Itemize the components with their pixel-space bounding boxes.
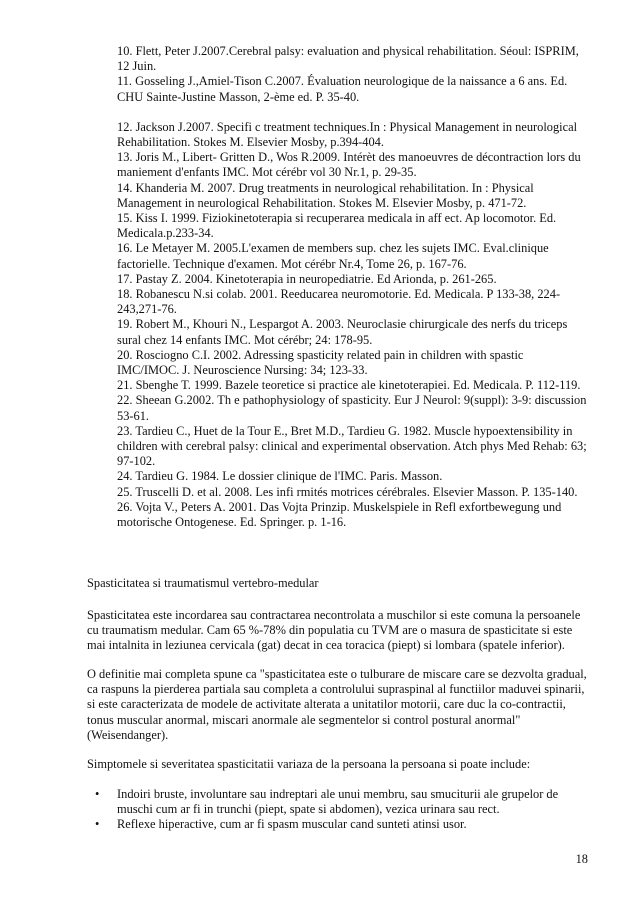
paragraph-symptoms-intro: Simptomele si severitatea spasticitatii variaza de la persoana la persoana si poate include: (87, 757, 531, 771)
page-number: 18 (575, 852, 588, 866)
reference-item: 20. Rosciogno C.I. 2002. Adressing spasticity related pain in children with spastic IMC/IMOC. J. Neuroscience Nursing: 34; 123-33. (117, 347, 524, 378)
reference-item: 10. Flett, Peter J.2007.Cerebral palsy: evaluation and physical rehabilitation. Séoul: ISPRIM, 12 Juin. (117, 44, 579, 74)
reference-item: 17. Pastay Z. 2004. Kinetoterapia in neuropediatrie. Ed Arionda, p. 261-265. (117, 271, 497, 286)
list-item (87, 817, 589, 832)
reference-list (117, 44, 587, 530)
reference-item: 21. Sbenghe T. 1999. Bazele teoretice si practice ale kinetoterapiei. Ed. Medicala. P. 112-119. (117, 378, 581, 393)
paragraph-complete-definition: O definitie mai completa spune ca "spasticitatea este o tulburare de miscare care se dezvolta gradual, ca raspuns la pierderea partiala sau completa a controlului supraspinal al functiilor maduvei spinarii, si este caracterizata de modele de activitate alterata a unitatilor motorii, care duc la co-contractii, tonus muscular anormal, miscari anormale ale segmentelor si control postural anormal" (Weisendanger). (87, 667, 587, 742)
reference-item: 16. Le Metayer M. 2005.L'examen de members sup. chez les sujets IMC. Eval.clinique factorielle. Technique d'examen. Mot cérébr Nr.4, Tome 26, p. 167-76. (117, 241, 549, 271)
list-item (87, 787, 589, 817)
reference-item: 18. Robanescu N.si colab. 2001. Reeducarea neuromotorie. Ed. Medicala. P 133-38, 224-243,271-76. (117, 287, 561, 317)
list-item-text: Reflexe hiperactive, cum ar fi spasm muscular cand sunteti atinsi usor. (117, 817, 467, 832)
reference-item: 14. Khanderia M. 2007. Drug treatments in neurological rehabilitation. In : Physical Management in neurological Rehabilitation. Stokes M. Elsevier Mosby, p. 471-72. (117, 180, 534, 210)
reference-item: 15. Kiss I. 1999. Fiziokinetoterapia si recuperarea medicala in aff ect. Ap locomotor. Ed. Medicala.p.233-34. (117, 211, 557, 241)
reference-item: 22. Sheean G.2002. Th e pathophysiology of spasticity. Eur J Neurol: 9(suppl): 3-9: discussion 53-61. (117, 393, 587, 423)
reference-item: 11. Gosseling J.,Amiel-Tison C.2007. Évaluation neurologique de la naissance a 6 ans. Ed. CHU Sainte-Justine Masson, 2-ème ed. P. 35-40. (117, 74, 568, 104)
bullet-icon: • (95, 817, 100, 832)
reference-item: 25. Truscelli D. et al. 2008. Les infi rmités motrices cérébrales. Elsevier Masson. P. 135-140. (117, 484, 578, 499)
symptom-list (87, 787, 589, 833)
paragraph-spasticity-definition: Spasticitatea este incordarea sau contractarea necontrolata a muschilor si este comuna la persoanele cu traumatism medular. Cam 65 %-78% din populatia cu TVM are o masura de spasticitate si este mai intalnita in leziunea cervicala (gat) decat in cea toracica (piept) si lombara (spatele inferior). (87, 608, 581, 653)
reference-item: 19. Robert M., Khouri N., Lespargot A. 2003. Neuroclasie chirurgicale des nerfs du triceps sural chez 14 enfants IMC. Mot cérébr; 24: 178-95. (117, 317, 568, 347)
reference-item: 24. Tardieu G. 1984. Le dossier clinique de l'IMC. Paris. Masson. (117, 469, 443, 484)
reference-item: 12. Jackson J.2007. Specifi c treatment techniques.In : Physical Management in neurological Rehabilitation. Stokes M. Elsevier Mosby, p.394-404. (117, 119, 578, 150)
section-title: Spasticitatea si traumatismul vertebro-medular (87, 576, 319, 590)
reference-item: 23. Tardieu C., Huet de la Tour E., Bret M.D., Tardieu G. 1982. Muscle hypoextensibility in children with cerebral palsy: clinical and experimental observation. Atch phys Med Rehab: 63; 97-102. (117, 423, 587, 469)
list-item-text: Indoiri bruste, involuntare sau indreptari ale unui membru, sau smuciturii ale grupelor de muschi cum ar fi in trunchi (piept, spate si abdomen), vezica urinara sau rect. (117, 787, 559, 817)
reference-item: 26. Vojta V., Peters A. 2001. Das Vojta Prinzip. Muskelspiele in Refl exfortbewegung und motorische Ontogenese. Ed. Springer. p. 1-16. (117, 499, 562, 530)
reference-item: 13. Joris M., Libert- Gritten D., Wos R.2009. Intérèt des manoeuvres de décontraction lors du maniement d'enfants IMC. Mot cérébr vol 30 Nr.1, p. 29-35. (117, 150, 581, 180)
bullet-icon: • (95, 787, 100, 801)
